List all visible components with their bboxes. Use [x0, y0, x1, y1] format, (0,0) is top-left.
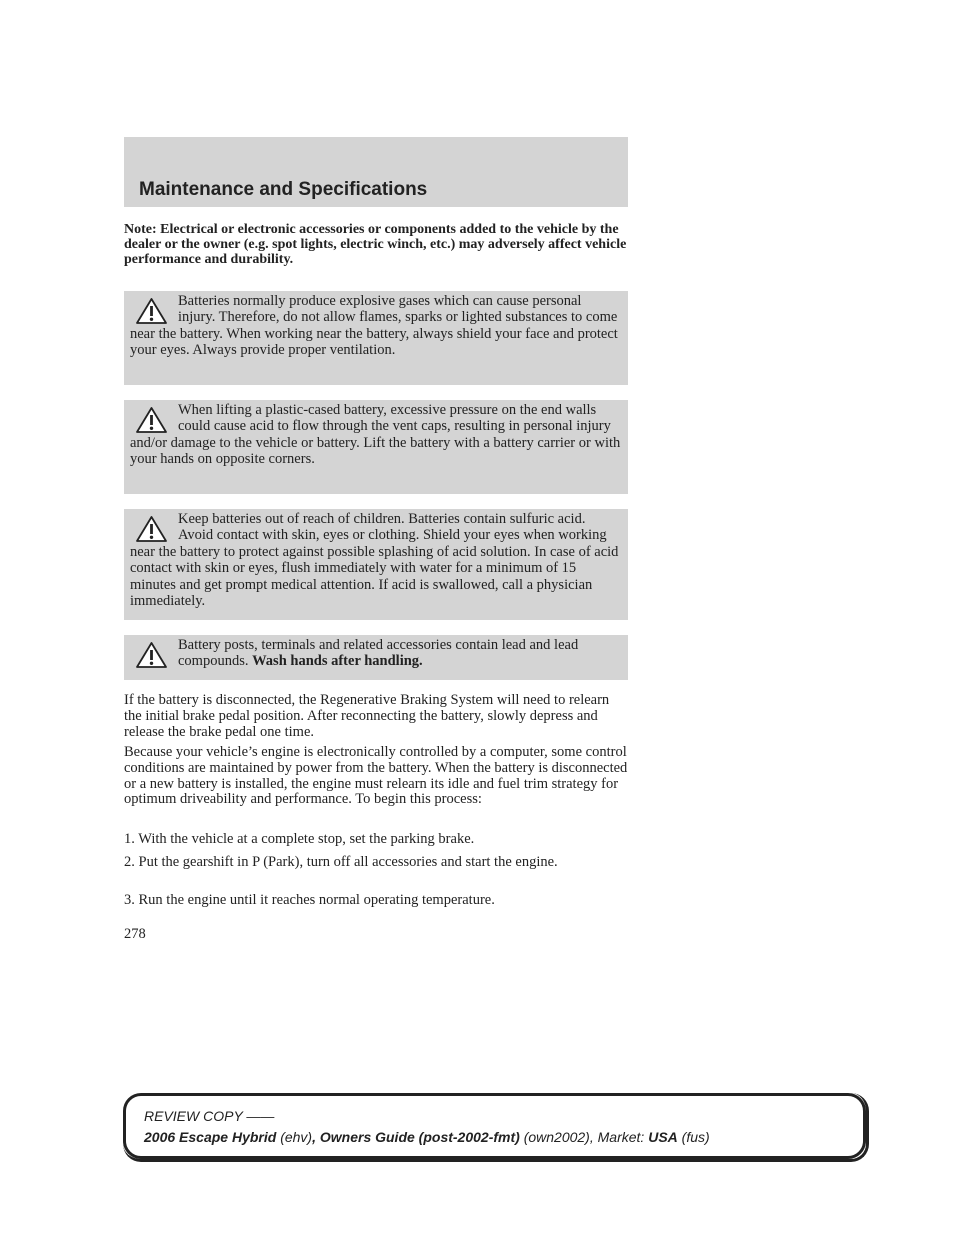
warning-text: Batteries normally produce explosive gases which can cause personal injury. Therefore, do not allow flames, sparks or lighted substances to come near the battery. When working near the battery, always shield your face and protect your eyes. Always provide proper ventilation.	[130, 293, 618, 359]
accessories-note: Note: Electrical or electronic accessories or components added to the vehicle by the dealer or the owner (e.g. spot lights, electric winch, etc.) may adversely affect vehicle performance and durability.	[124, 222, 627, 267]
step-1: 1. With the vehicle at a complete stop, set the parking brake.	[124, 831, 475, 847]
warning-triangle-icon	[135, 641, 168, 669]
warning-box-sulfuric-acid	[124, 509, 628, 620]
warning-box-lifting-battery	[124, 400, 628, 494]
footer-market: USA	[648, 1129, 678, 1145]
warning-triangle-icon	[135, 406, 168, 434]
review-copy-footer	[123, 1093, 866, 1159]
warning-triangle-icon	[135, 515, 168, 543]
warning-box-explosive-gases	[124, 291, 628, 385]
warning-text-bold: Wash hands after handling.	[252, 653, 423, 670]
footer-model: 2006 Escape Hybrid	[144, 1129, 277, 1145]
paragraph-relearn-strategy: Because your vehicle’s engine is electronically controlled by a computer, some control conditions are maintained by power from the battery. When the battery is disconnected or a new battery is installed, the engine must relearn its idle and fuel trim strategy for optimum driveability and performance. To begin this process:	[124, 744, 628, 808]
footer-guide-code: (own2002)	[523, 1129, 590, 1145]
section-header-band	[124, 137, 628, 207]
warning-text: Keep batteries out of reach of children. Batteries contain sulfuric acid. Avoid contact with skin, eyes or clothing. Shield your eyes when working near the battery to protect against possible splashing of acid solution. In case of acid contact with skin or eyes, flush immediately with water for a minimum of 15 minutes and get prompt medical attention. If acid is swallowed, call a physician immediately.	[130, 511, 619, 610]
footer-market-label: , Market:	[589, 1129, 649, 1145]
footer-market-code: (fus)	[681, 1129, 710, 1145]
footer-sep: ,	[312, 1129, 320, 1145]
warning-text: When lifting a plastic-cased battery, excessive pressure on the end walls could cause acid to flow through the vent caps, resulting in personal injury and/or damage to the vehicle or battery. Lift the battery with a battery carrier or with your hands on opposite corners.	[130, 402, 621, 468]
page-number: 278	[124, 926, 146, 942]
warning-text	[130, 637, 622, 670]
warning-box-lead-compounds	[124, 635, 628, 680]
footer-publication-info	[144, 1129, 710, 1145]
section-title: Maintenance and Specifications	[139, 179, 428, 200]
review-copy-label: REVIEW COPY ——	[144, 1108, 275, 1124]
step-3: 3. Run the engine until it reaches normal operating temperature.	[124, 892, 495, 908]
footer-model-code: (ehv)	[280, 1129, 313, 1145]
paragraph-regenerative-braking: If the battery is disconnected, the Regenerative Braking System will need to relearn the initial brake pedal position. After reconnecting the battery, slowly depress and release the brake pedal one time.	[124, 692, 610, 740]
warning-triangle-icon	[135, 297, 168, 325]
step-2: 2. Put the gearshift in P (Park), turn off all accessories and start the engine.	[124, 854, 558, 870]
footer-guide: Owners Guide (post-2002-fmt)	[319, 1129, 520, 1145]
warning-text-regular: Battery posts, terminals and related accessories contain lead and lead compounds.	[178, 637, 579, 670]
